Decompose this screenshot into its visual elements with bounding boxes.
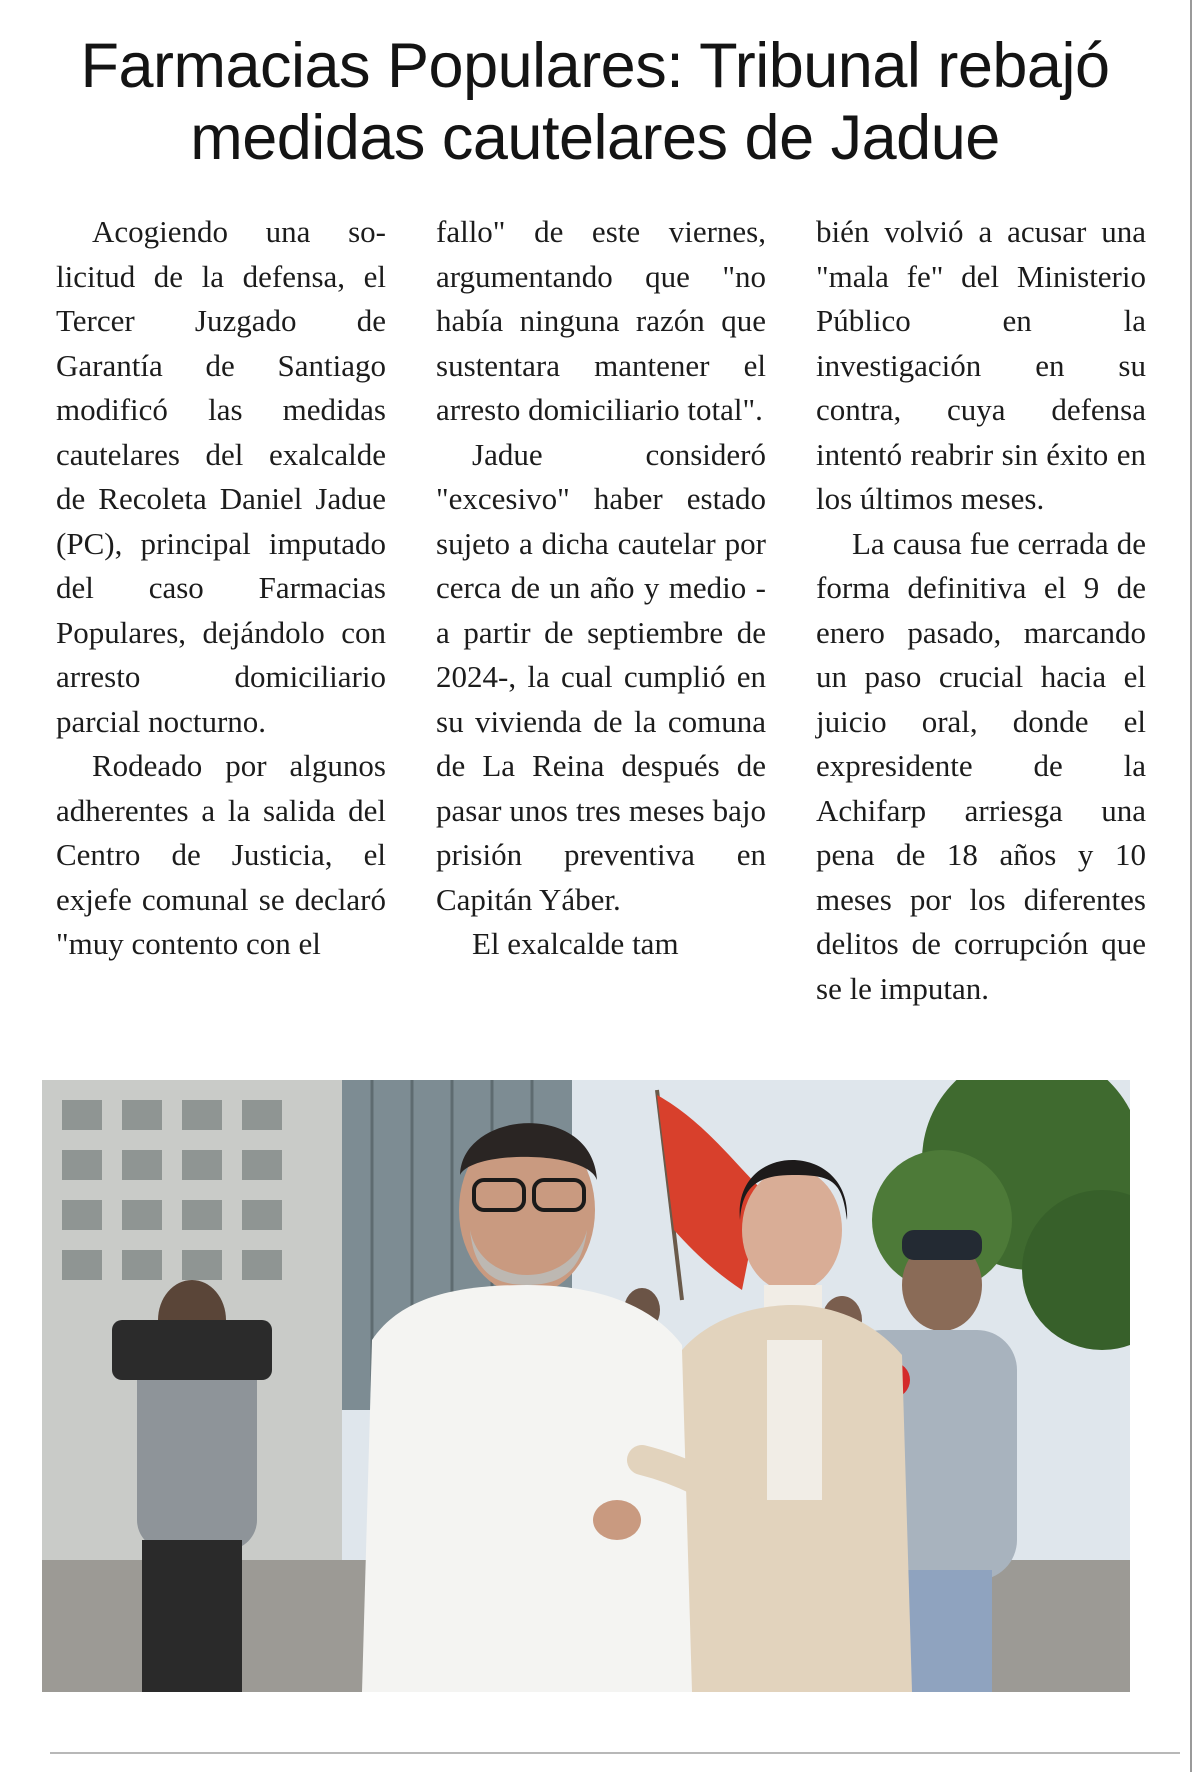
page-border [1190,0,1192,1772]
paragraph-continued: bién volvió a acusar una "mala fe" del Ministerio Público en la investigación en su contra, cuya defensa intentó reabrir sin éxito en los últimos meses. [816,214,1146,516]
bottom-rule [50,1752,1180,1754]
paragraph: Acogiendo una solicitud de la defensa, el Tercer Juzgado de Garantía de Santiago modificó las medidas cautelares del exalcalde de Recoleta Daniel Jadue (PC), principal imputado del caso Farmacias Populares, dejándolo con arresto domiciliario parcial nocturno. [56,214,386,739]
paragraph-continued: fallo" de este viernes, argumentando que "no había ninguna razón que sustentara mantener el arresto domiciliario total". [436,214,766,427]
paragraph: Rodeado por algunos adherentes a la salida del Centro de Justicia, el exjefe comunal se declaró "muy contento con el [56,748,386,961]
column-2 [436,210,766,1011]
news-photo [42,1080,1130,1692]
column-1 [56,210,386,1011]
photo-woman-head [742,1168,842,1292]
paragraph: La causa fue cerrada de forma definitiva el 9 de enero pasado, marcando un paso crucial hacia el juicio oral, donde el expresidente de la Achifarp arriesga una pena de 18 años y 10 meses por los diferentes delitos de corrupción que se le imputan. [816,525,1146,1006]
article-body [56,210,1146,1011]
paragraph: Jadue consideró "excesivo" haber estado sujeto a dicha cautelar por cerca de un año y medio -a partir de septiembre de 2024-, la cual cumplió en su vivienda de la comuna de La Reina después de pasar unos tres meses bajo prisión preventiva en Capitán Yáber. [436,436,766,917]
headline: Farmacias Populares: Tribunal rebajó medidas cautelares de Jadue [80,31,1110,173]
photo-man-shirt [362,1285,702,1692]
column-3 [816,210,1146,1011]
photo-video-camera [112,1320,272,1380]
paragraph: El exalcalde tam [472,926,679,961]
